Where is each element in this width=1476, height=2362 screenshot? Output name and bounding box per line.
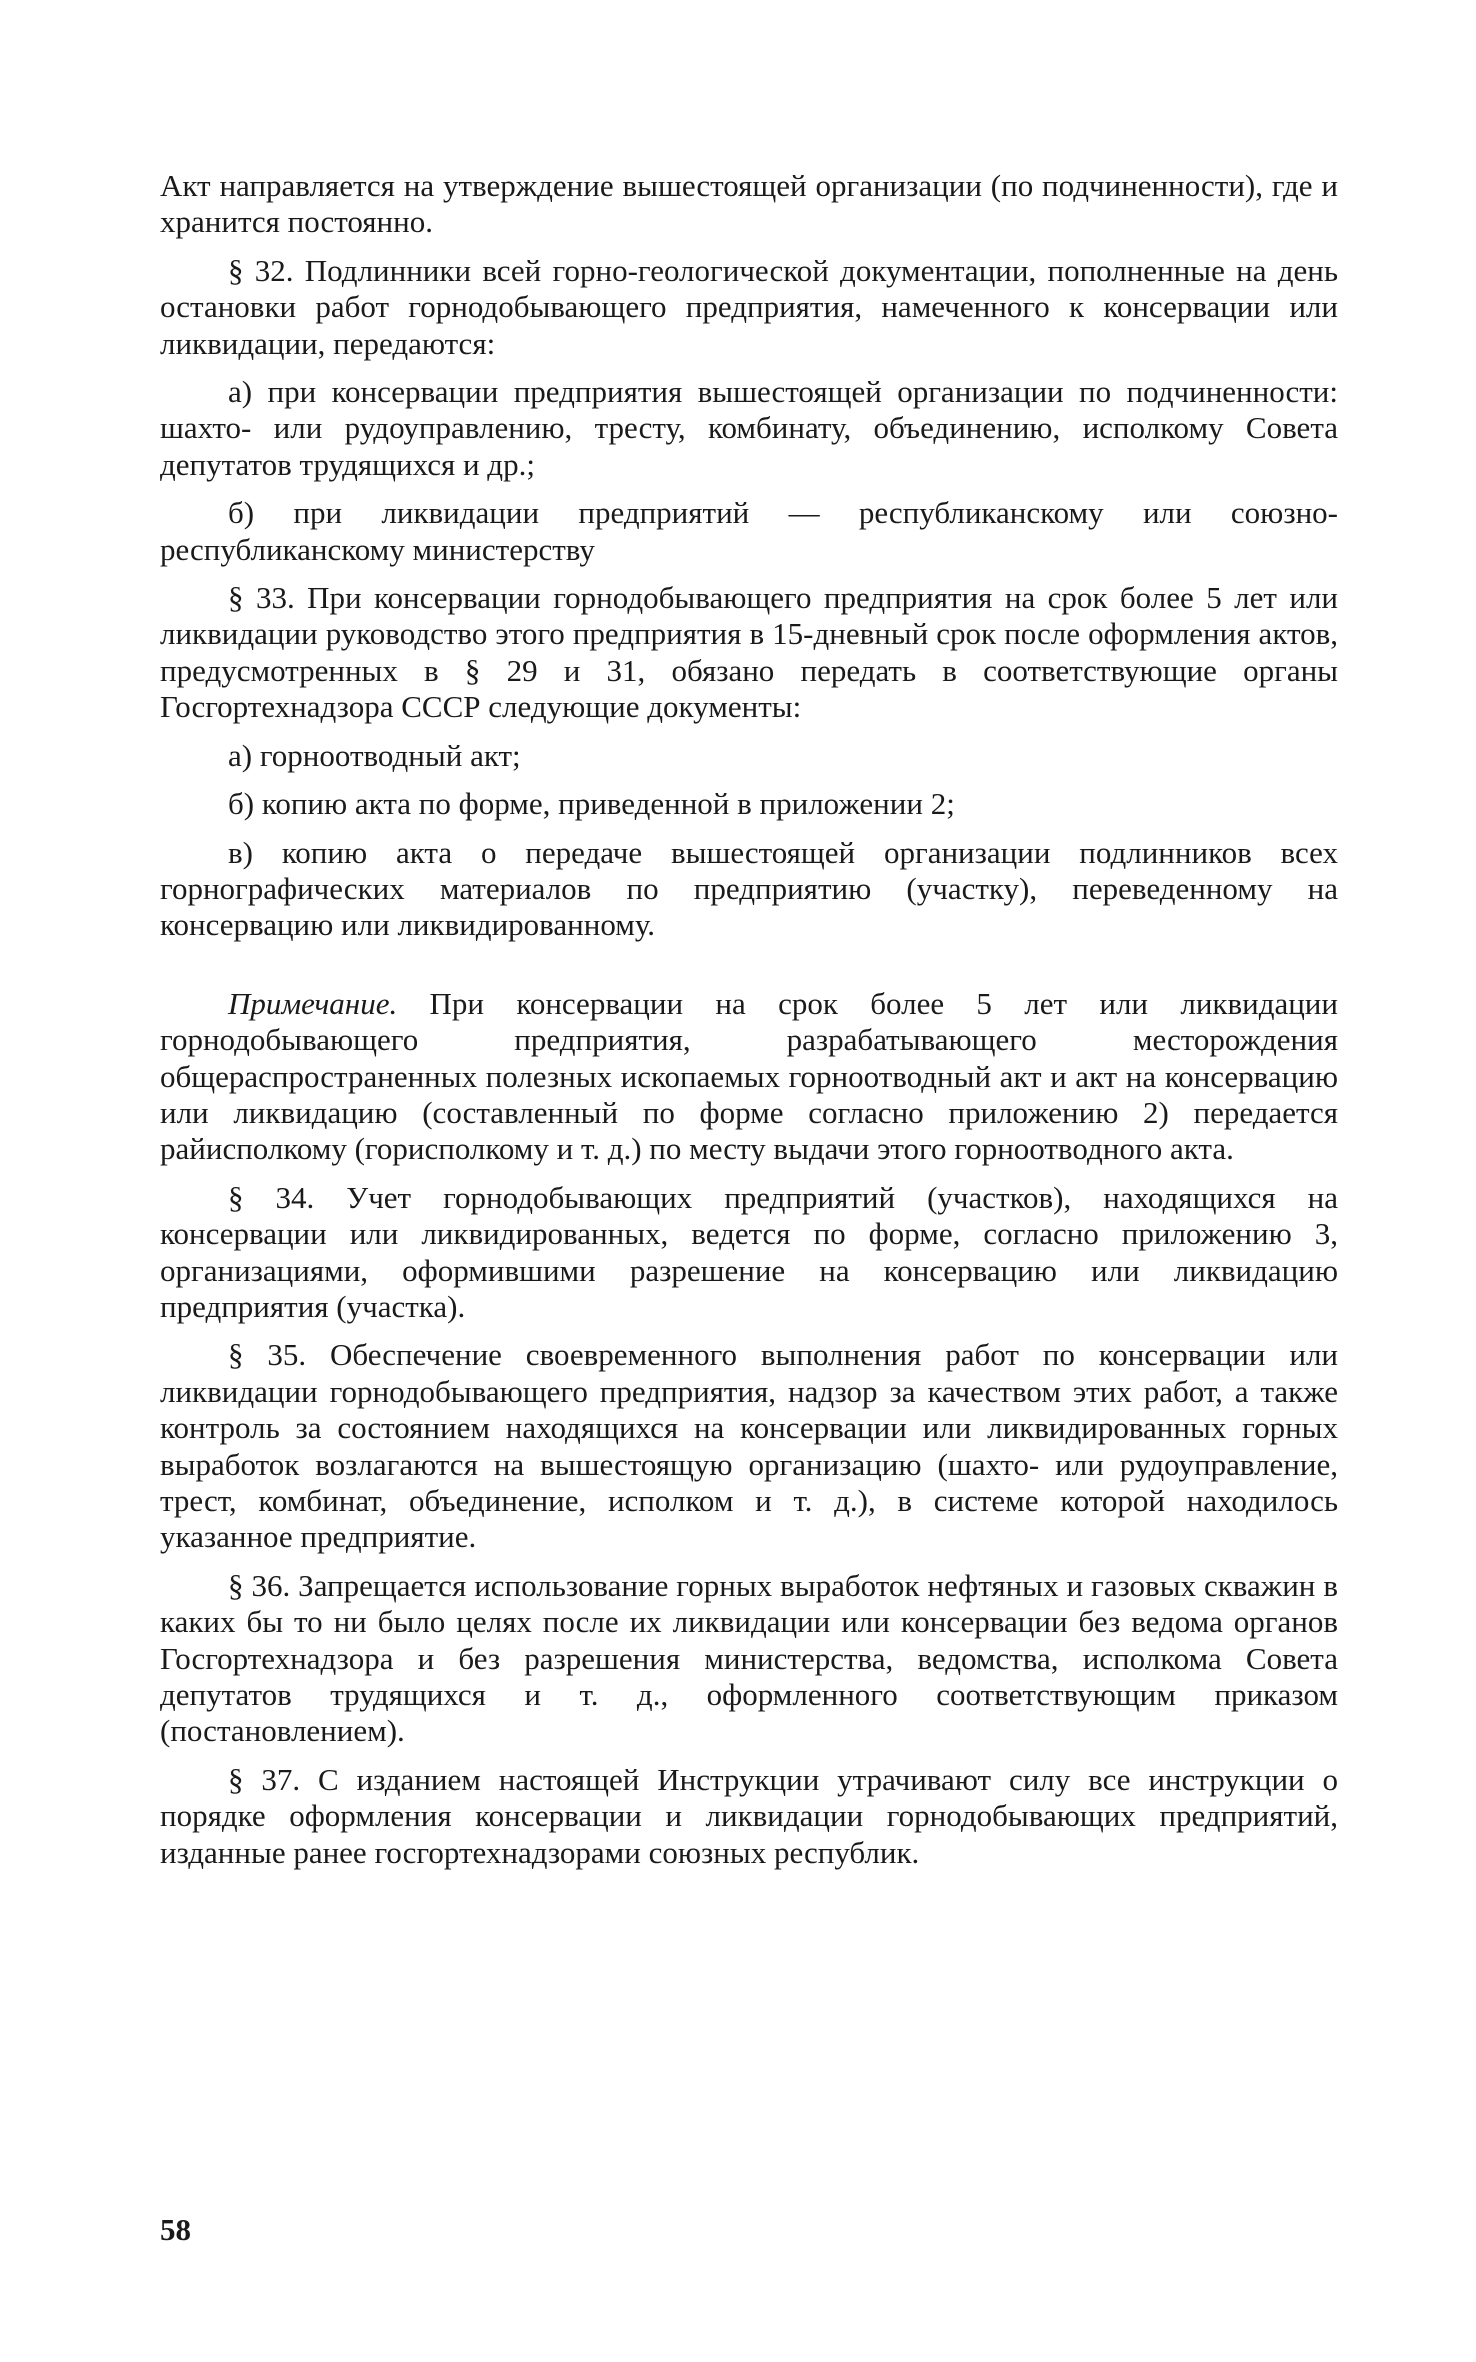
paragraph-section-33-v: в) копию акта о передаче вышестоящей организации подлинников всех горнографических материалов по предприятию (участку), переведенному на консервацию или ликвидированному. — [160, 834, 1338, 943]
note-text: При консервации на срок более 5 лет или ликвидации горнодобывающего предприятия, разрабатывающего месторождения общераспространенных полезных ископаемых горноотводный акт и акт на консервацию или ликвидацию (составленный по форме согласно приложению 2) передается райисполкому (горисполкому и т. д.) по месту выдачи этого горноотводного акта. — [160, 985, 1338, 1167]
paragraph-section-35: § 35. Обеспечение своевременного выполнения работ по консервации или ликвидации горнодобывающего предприятия, надзор за качеством этих работ, а также контроль за состоянием находящихся на консервации или ликвидированных горных выработок возлагаются на вышестоящую организацию (шахто- или рудоуправление, трест, комбинат, объединение, исполком и т. д.), в системе которой находилось указанное предприятие. — [160, 1337, 1338, 1555]
paragraph-section-33-a: а) горноотводный акт; — [228, 737, 521, 773]
paragraph-section-33: § 33. При консервации горнодобывающего предприятия на срок более 5 лет или ликвидации руководство этого предприятия в 15-дневный срок после оформления актов, предусмотренных в § 29 и 31, обязано передать в соответствующие органы Госгортехнадзора СССР следующие документы: — [160, 580, 1338, 725]
paragraph-section-37: § 37. С изданием настоящей Инструкции утрачивают силу все инструкции о порядке оформления консервации и ликвидации горнодобывающих предприятий, изданные ранее госгортехнадзорами союзных республик. — [160, 1761, 1338, 1870]
page-body — [160, 168, 1338, 1883]
note-label: Примечание. — [228, 985, 398, 1021]
paragraph-section-32-b: б) при ликвидации предприятий — республиканскому или союзно-республиканскому министерству — [160, 495, 1338, 567]
paragraph-section-32: § 32. Подлинники всей горно-геологической документации, пополненные на день остановки работ горнодобывающего предприятия, намеченного к консервации или ликвидации, передаются: — [160, 252, 1338, 361]
paragraph-section-34: § 34. Учет горнодобывающих предприятий (участков), находящихся на консервации или ликвидированных, ведется по форме, согласно приложению 3, организациями, оформившими разрешение на консервацию или ликвидацию предприятия (участка). — [160, 1179, 1338, 1324]
paragraph-section-36: § 36. Запрещается использование горных выработок нефтяных и газовых скважин в каких бы то ни было целях после их ликвидации или консервации без ведома органов Госгортехнадзора и без разрешения министерства, ведомства, исполкома Совета депутатов трудящихся и т. д., оформленного соответствующим приказом (постановлением). — [160, 1567, 1338, 1749]
page-number: 58 — [160, 2212, 191, 2247]
note-paragraph — [160, 986, 1338, 1168]
paragraph-section-33-b: б) копию акта по форме, приведенной в приложении 2; — [228, 786, 955, 822]
paragraph-section-32-a: а) при консервации предприятия вышестоящей организации по подчиненности: шахто- или рудоуправлению, тресту, комбинату, объединению, исполкому Совета депутатов трудящихся и др.; — [160, 374, 1338, 482]
paragraph-act-approval: Акт направляется на утверждение вышестоящей организации (по подчиненности), где и хранится постоянно. — [160, 168, 1338, 240]
